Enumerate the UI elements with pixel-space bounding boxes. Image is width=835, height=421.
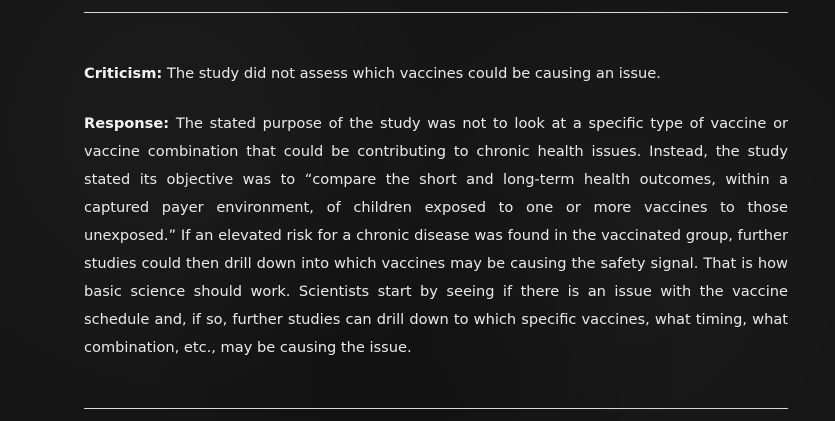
response-paragraph [84, 110, 788, 362]
bottom-divider [84, 408, 788, 409]
response-text: The stated purpose of the study was not to look at a specific type of vaccine or vaccine combination that could be contributing to chronic health issues. Instead, the study stated its objective was to “compare the short and long-term health outcomes, within a captured payer environment, of children exposed to one or more vaccines to those unexposed.” If an elevated risk for a chronic disease was found in the vaccinated group, further studies could then drill down into which vaccines may be causing the safety signal. That is how basic science should work. Scientists start by seeing if there is an issue with the vaccine schedule and, if so, further studies can drill down to which specific vaccines, what timing, what combination, etc., may be causing the issue. [84, 115, 788, 356]
criticism-paragraph [84, 60, 788, 88]
response-label: Response: [84, 115, 170, 132]
criticism-label: Criticism: [84, 65, 163, 82]
top-divider [84, 12, 788, 13]
article-body [84, 60, 788, 362]
criticism-text: The study did not assess which vaccines could be causing an issue. [162, 65, 661, 82]
